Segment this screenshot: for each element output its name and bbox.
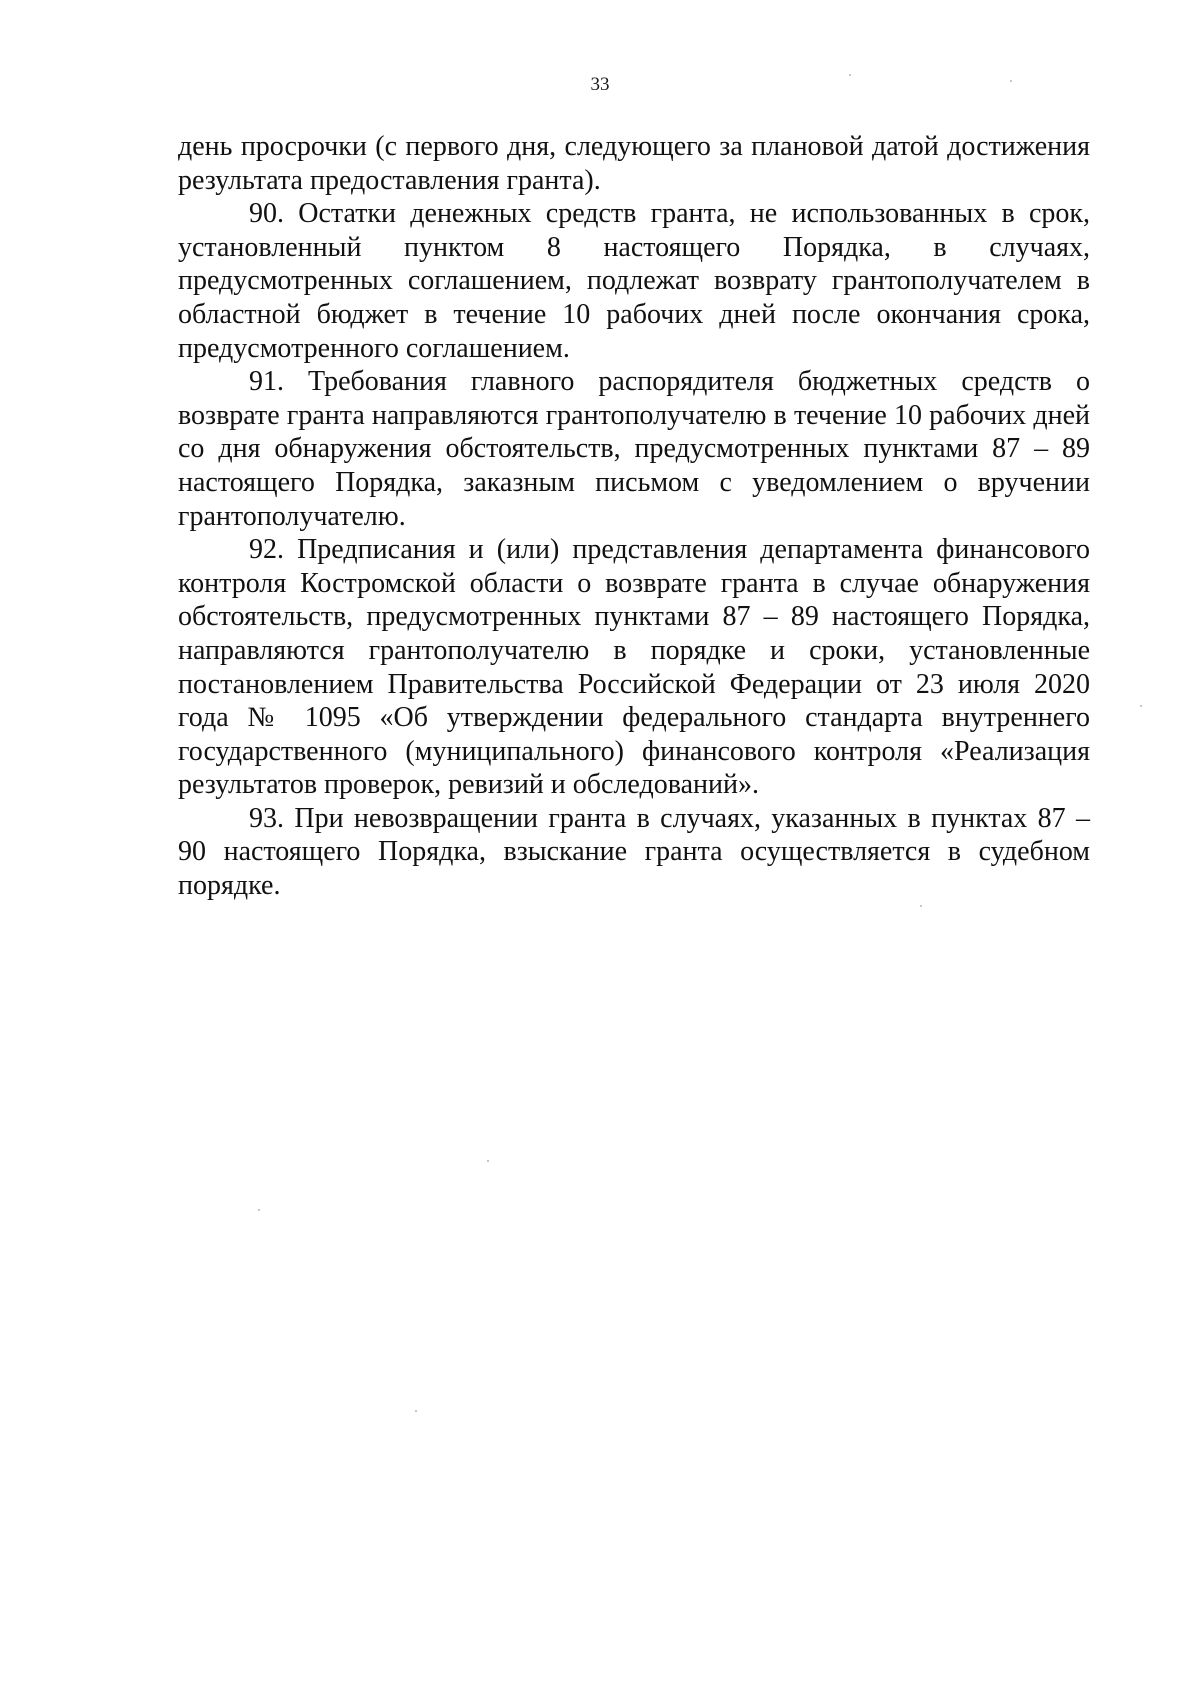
paragraph-93: 93. При невозвращении гранта в случаях, указанных в пунктах 87 – 90 настоящего Порядка, взыскание гранта осуществляется в судебном порядке. <box>178 802 1090 902</box>
paragraph-90: 90. Остатки денежных средств гранта, не использованных в срок, установленный пунктом 8 настоящего Порядка, в случаях, предусмотренных соглашением, подлежат возврату грантополучателем в областной бюджет в течение 10 рабочих дней после окончания срока, предусмотренного соглашением. <box>178 198 1090 364</box>
scan-speck <box>849 74 851 76</box>
scan-speck <box>1010 80 1012 82</box>
scan-speck <box>920 905 922 907</box>
scan-speck <box>258 1209 260 1211</box>
page-number: 33 <box>590 74 610 95</box>
scan-speck <box>487 1160 489 1162</box>
paragraph-continuation: день просрочки (с первого дня, следующего за плановой датой достижения результата предоставления гранта). <box>178 131 1090 196</box>
scan-speck <box>1140 705 1142 707</box>
document-body <box>178 130 1090 903</box>
scan-speck <box>415 1410 417 1412</box>
paragraph-92: 92. Предписания и (или) представления департамента финансового контроля Костромской области о возврате гранта в случае обнаружения обстоятельств, предусмотренных пунктами 87 – 89 настоящего Порядка, направляются грантополучателю в порядке и сроки, установленные постановлением Правительства Российской Федерации от 23 июля 2020 года № 1095 «Об утверждении федерального стандарта внутреннего государственного (муниципального) финансового контроля «Реализация результатов проверок, ревизий и обследований». <box>178 534 1090 801</box>
paragraph-91: 91. Требования главного распорядителя бюджетных средств о возврате гранта направляются грантополучателю в течение 10 рабочих дней со дня обнаружения обстоятельств, предусмотренных пунктами 87 – 89 настоящего Порядка, заказным письмом с уведомлением о вручении грантополучателю. <box>178 366 1090 532</box>
